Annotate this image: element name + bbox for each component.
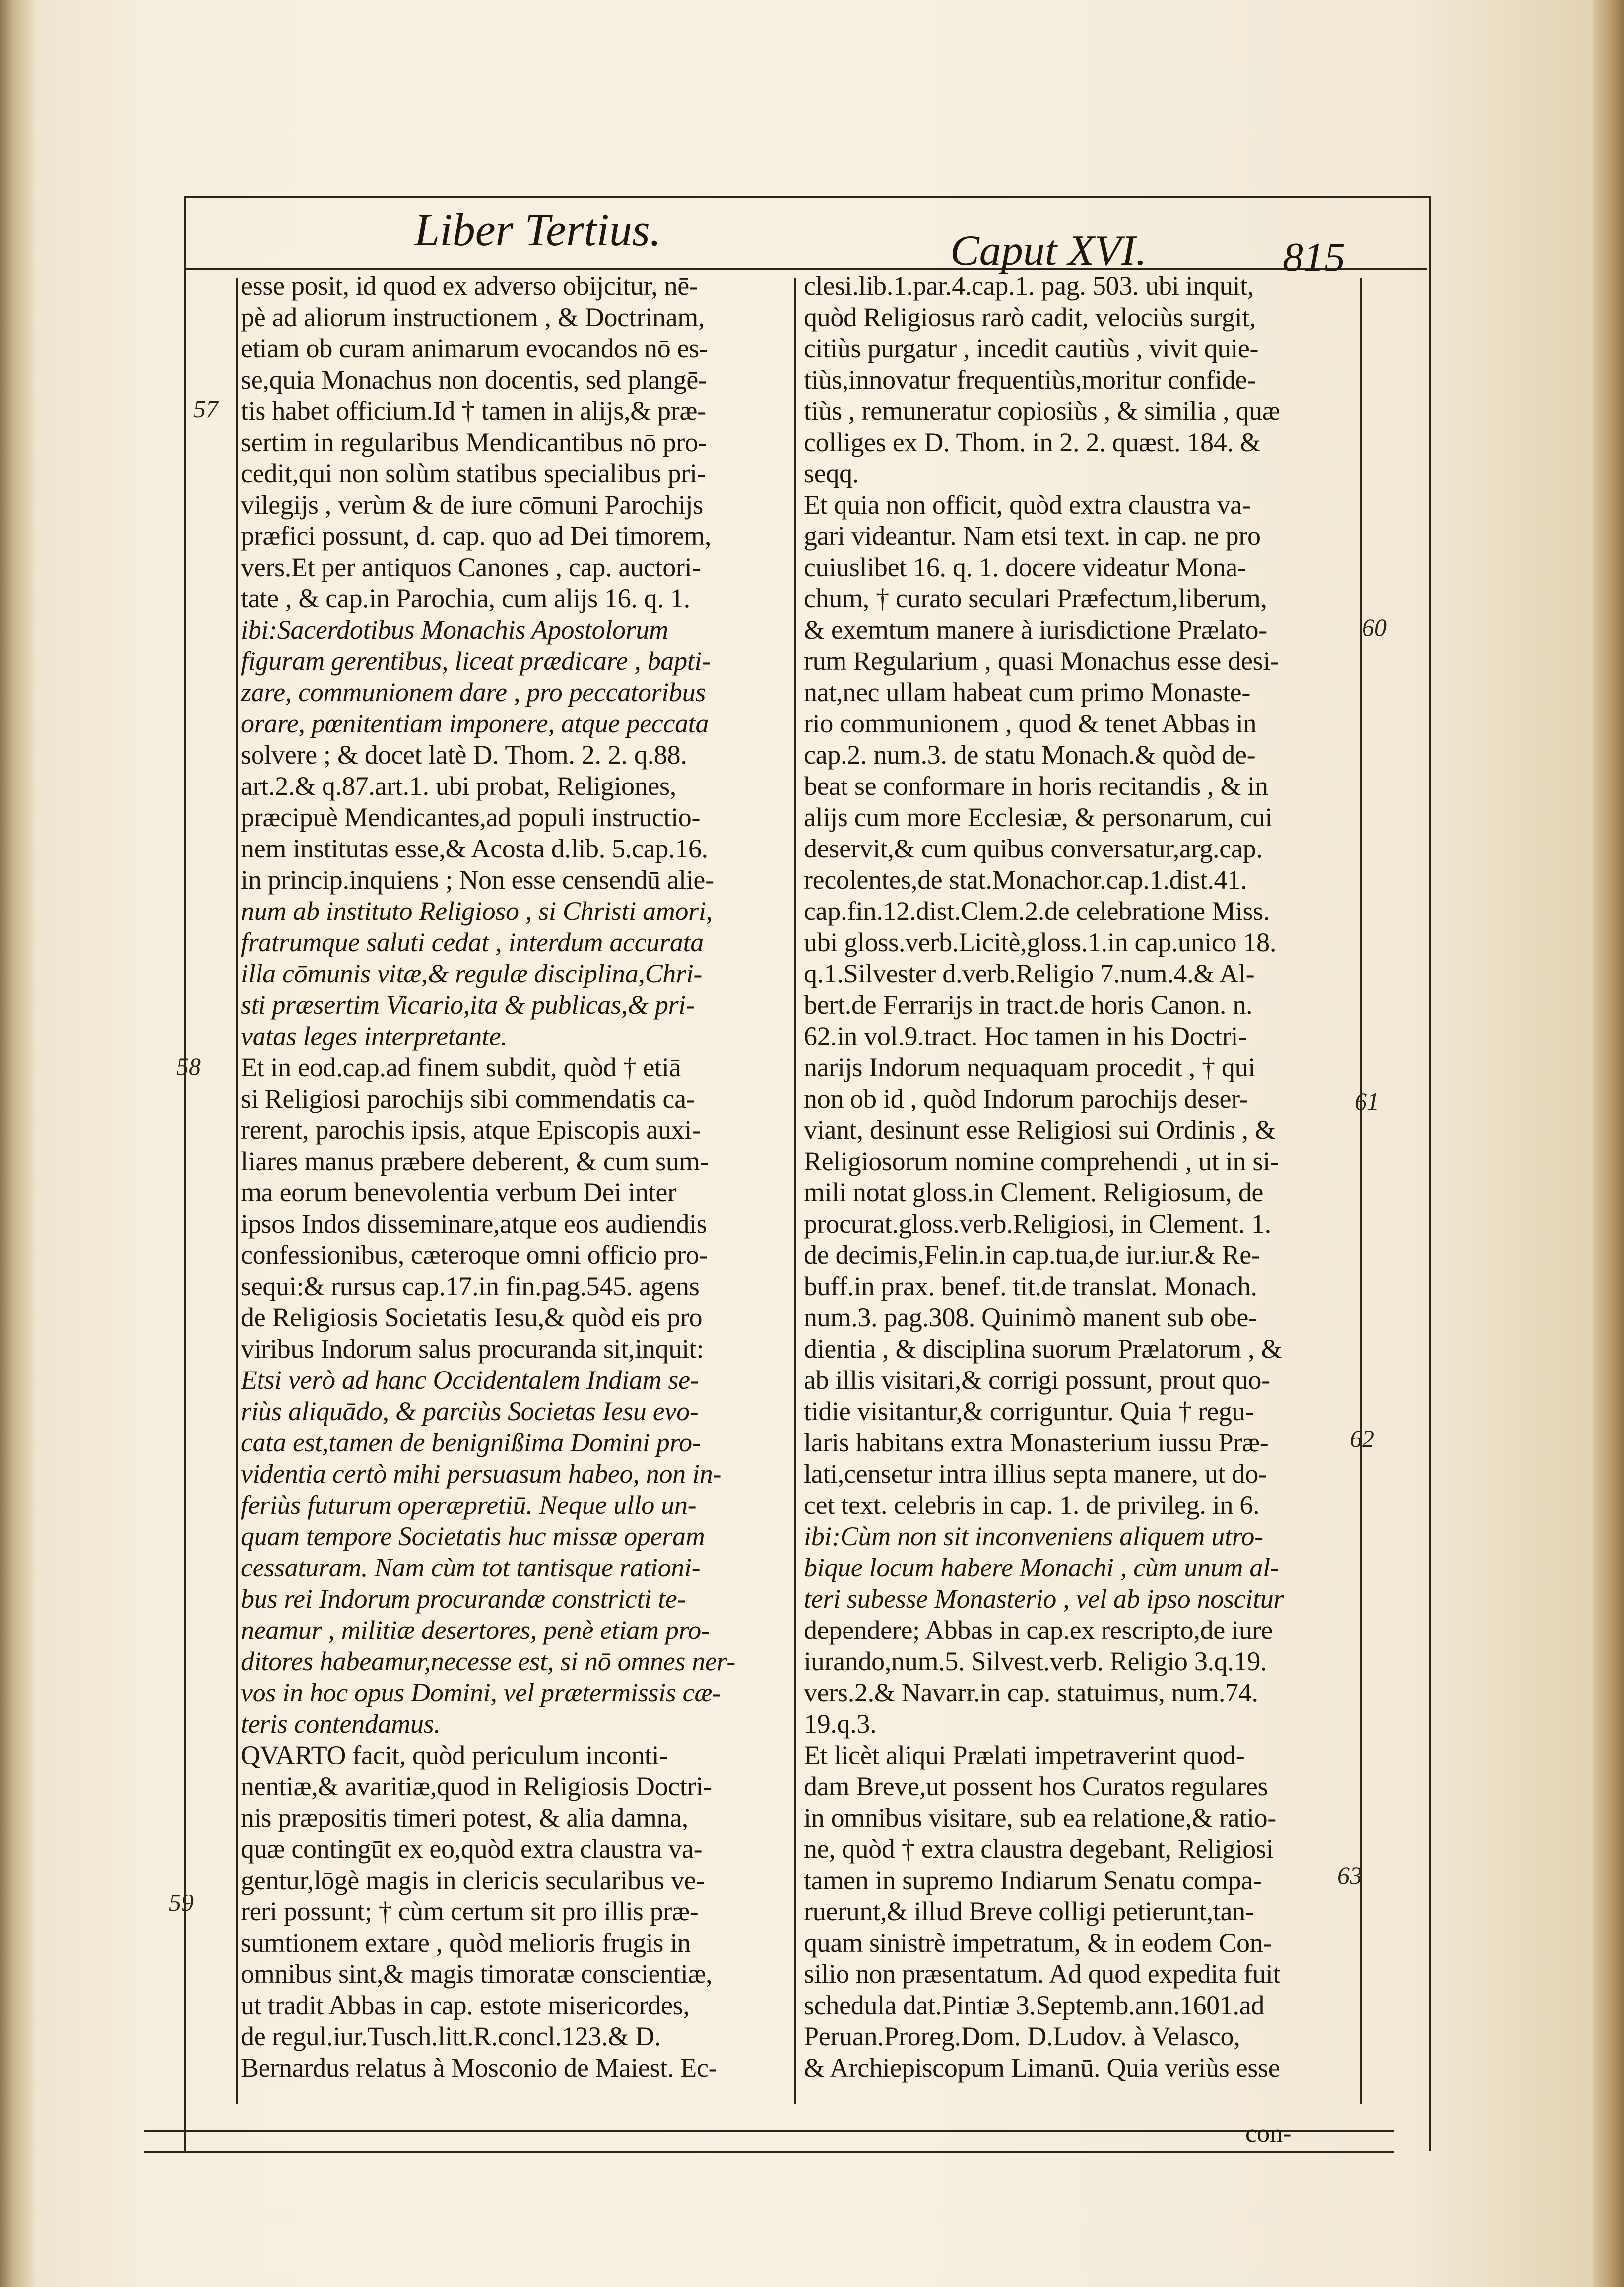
text-line: bert.de Ferrarijs in tract.de horis Canon. n. <box>804 990 1253 1020</box>
text-line: tamen in supremo Indiarum Senatu compa- <box>804 1865 1262 1895</box>
text-line: art.2.& q.87.art.1. ubi probat, Religiones, <box>241 771 676 801</box>
text-line: laris habitans extra Monasterium iussu Præ- <box>804 1428 1269 1457</box>
book-spine <box>0 0 35 2287</box>
text-line: præfici possunt, d. cap. quo ad Dei timorem, <box>241 521 712 551</box>
center-column-rule <box>794 278 796 2104</box>
header-rule <box>184 268 1427 270</box>
text-line: dependere; Abbas in cap.ex rescripto,de iure <box>804 1615 1273 1645</box>
text-line: cata est,tamen de benignißima Domini pro- <box>241 1428 701 1457</box>
text-line: gari videantur. Nam etsi text. in cap. ne pro <box>804 521 1261 551</box>
margin-number-59: 59 <box>169 1889 194 1916</box>
text-line: alijs cum more Ecclesiæ, & personarum, cui <box>804 802 1273 832</box>
text-line: ibi:Cùm non sit inconveniens aliquem utro- <box>804 1521 1263 1551</box>
margin-number-63: 63 <box>1337 1861 1362 1889</box>
right-column <box>804 270 1355 2084</box>
text-line: de Religiosis Societatis Iesu,& quòd eis pro <box>241 1303 703 1332</box>
text-line: ibi:Sacerdotibus Monachis Apostolorum <box>241 615 668 645</box>
text-line: vos in hoc opus Domini, vel prætermissis cæ- <box>241 1678 721 1707</box>
text-line: feriùs futurum operæpretiū. Neque ullo un- <box>241 1490 697 1520</box>
text-line: q.1.Silvester d.verb.Religio 7.num.4.& Al- <box>804 959 1255 988</box>
text-line: iurando,num.5. Silvest.verb. Religio 3.q.19. <box>804 1646 1267 1676</box>
text-line: zare, communionem dare , pro peccatoribus <box>241 677 706 707</box>
text-line: nis præpositis timeri potest, & alia damna, <box>241 1803 688 1832</box>
left-column <box>241 270 786 2084</box>
text-line: ut tradit Abbas in cap. estote misericordes, <box>241 1990 690 2020</box>
text-line: ma eorum benevolentia verbum Dei inter <box>241 1177 676 1207</box>
text-line: cap.2. num.3. de statu Monach.& quòd de- <box>804 740 1256 770</box>
text-line: narijs Indorum nequaquam procedit , † qui <box>804 1052 1255 1082</box>
page-number: 815 <box>1283 234 1345 280</box>
text-line: tiùs,innovatur frequentiùs,moritur confide- <box>804 365 1256 394</box>
text-line: tate , & cap.in Parochia, cum alijs 16. q. 1. <box>241 584 690 613</box>
text-line: sertim in regularibus Mendicantibus nō pro- <box>241 427 707 457</box>
text-line: 62.in vol.9.tract. Hoc tamen in his Doctri- <box>804 1021 1247 1051</box>
left-column-rule <box>236 278 238 2104</box>
text-line: quæ contingūt ex eo,quòd extra claustra va- <box>241 1834 703 1864</box>
text-line: Peruan.Proreg.Dom. D.Ludov. à Velasco, <box>804 2022 1240 2051</box>
margin-number-60: 60 <box>1362 613 1387 641</box>
text-line: teris contendamus. <box>241 1709 441 1739</box>
text-line: cap.fin.12.dist.Clem.2.de celebratione Miss. <box>804 896 1270 926</box>
text-line: bique locum habere Monachi , cùm unum al- <box>804 1553 1279 1582</box>
text-line: chum, † curato seculari Præfectum,liberum, <box>804 584 1267 613</box>
text-line: rio communionem , quod & tenet Abbas in <box>804 709 1257 738</box>
text-line: tidie visitantur,& corriguntur. Quia † regu- <box>804 1396 1254 1426</box>
margin-number-62: 62 <box>1350 1425 1374 1452</box>
text-line: bus rei Indorum procurandæ constricti te- <box>241 1584 686 1614</box>
text-line: mili notat gloss.in Clement. Religiosum, de <box>804 1177 1264 1207</box>
text-line: ab illis visitari,& corrigi possunt, prout quo- <box>804 1365 1270 1395</box>
margin-number-58: 58 <box>176 1052 201 1080</box>
text-line: cedit,qui non solùm statibus specialibus pri- <box>241 458 706 488</box>
text-line: teri subesse Monasterio , vel ab ipso noscitur <box>804 1584 1284 1614</box>
text-line: vers.Et per antiquos Canones , cap. auctori- <box>241 552 701 582</box>
text-line: non ob id , quòd Indorum parochijs deser- <box>804 1084 1248 1113</box>
text-line: & exemtum manere à iurisdictione Prælato- <box>804 615 1267 645</box>
running-head-right: Caput XVI. <box>950 227 1147 275</box>
text-line: nentiæ,& avaritiæ,quod in Religiosis Doctri- <box>241 1771 712 1801</box>
text-line: silio non præsentatum. Ad quod expedita fuit <box>804 1959 1281 1989</box>
text-line: schedula dat.Pintiæ 3.Septemb.ann.1601.ad <box>804 1990 1265 2020</box>
text-line: in omnibus visitare, sub ea relatione,& ratio- <box>804 1803 1276 1832</box>
text-line: vers.2.& Navarr.in cap. statuimus, num.74. <box>804 1678 1258 1707</box>
text-line: sumtionem extare , quòd melioris frugis in <box>241 1928 691 1958</box>
text-line: præcipuè Mendicantes,ad populi instructio- <box>241 802 701 832</box>
text-line: sti præsertim Vicario,ita & publicas,& pri- <box>241 990 695 1020</box>
text-line: QVARTO facit, quòd periculum inconti- <box>241 1740 668 1770</box>
text-line: Et in eod.cap.ad finem subdit, quòd † etiā <box>241 1052 681 1082</box>
text-line: in princip.inquiens ; Non esse censendū alie- <box>241 865 714 895</box>
text-line: gentur,lōgè magis in clericis secularibus ve- <box>241 1865 705 1895</box>
text-line: riùs aliquādo, & parciùs Societas Iesu evo- <box>241 1396 699 1426</box>
text-line: num ab instituto Religioso , si Christi amori, <box>241 896 713 926</box>
text-line: nem institutas esse,& Acosta d.lib. 5.cap.16. <box>241 834 708 863</box>
catchword: con- <box>1245 2119 1292 2148</box>
text-line: dam Breve,ut possent hos Curatos regulares <box>804 1771 1268 1801</box>
text-line: neamur , militiæ desertores, penè etiam pro- <box>241 1615 710 1645</box>
text-line: clesi.lib.1.par.4.cap.1. pag. 503. ubi inquit, <box>804 271 1254 301</box>
bottom-rule <box>144 2130 1394 2132</box>
text-line: pè ad aliorum instructionem , & Doctrinam, <box>241 302 705 332</box>
text-line: liares manus præbere deberent, & cum sum- <box>241 1146 709 1176</box>
text-line: sequi:& rursus cap.17.in fin.pag.545. agens <box>241 1271 700 1301</box>
text-line: tis habet officium.Id † tamen in alijs,& præ- <box>241 396 706 426</box>
text-line: omnibus sint,& magis timoratæ conscientiæ, <box>241 1959 713 1989</box>
text-line: quòd Religiosus rarò cadit, velociùs surgit, <box>804 302 1256 332</box>
text-line: colliges ex D. Thom. in 2. 2. quæst. 184. & <box>804 427 1261 457</box>
margin-number-61: 61 <box>1355 1087 1379 1115</box>
text-line: viant, desinunt esse Religiosi sui Ordinis , & <box>804 1115 1276 1145</box>
text-line: cessaturam. Nam cùm tot tantisque rationi- <box>241 1553 701 1582</box>
text-line: ruerunt,& illud Breve colligi petierunt,tan- <box>804 1896 1254 1926</box>
text-line: Et licèt aliqui Prælati impetraverint quod- <box>804 1740 1245 1770</box>
text-line: dientia , & disciplina suorum Prælatorum , & <box>804 1334 1282 1364</box>
text-line: Etsi verò ad hanc Occidentalem Indiam se- <box>241 1365 699 1395</box>
right-column-rule <box>1360 278 1362 2104</box>
text-line: ipsos Indos disseminare,atque eos audiendis <box>241 1209 707 1239</box>
text-line: rerent, parochis ipsis, atque Episcopis auxi- <box>241 1115 701 1145</box>
text-line: de regul.iur.Tusch.litt.R.concl.123.& D. <box>241 2022 661 2051</box>
text-line: illa cōmunis vitæ,& regulæ disciplina,Chri- <box>241 959 703 988</box>
text-line: confessionibus, cæteroque omni officio pro- <box>241 1240 708 1270</box>
text-line: figuram gerentibus, liceat prædicare , bapti- <box>241 646 711 676</box>
bottom-rule-outer <box>144 2151 1394 2153</box>
text-line: ubi gloss.verb.Licitè,gloss.1.in cap.unico 18. <box>804 927 1277 957</box>
text-line: & Archiepiscopum Limanū. Quia veriùs esse <box>804 2053 1280 2083</box>
text-line: tiùs , remuneratur copiosiùs , & similia , quæ <box>804 396 1280 426</box>
text-line: Et quia non officit, quòd extra claustra va- <box>804 490 1251 520</box>
text-line: ditores habeamur,necesse est, si nō omnes ner- <box>241 1646 735 1676</box>
text-line: beat se conformare in horis recitandis , & in <box>804 771 1268 801</box>
text-line: de decimis,Felin.in cap.tua,de iur.iur.& Re- <box>804 1240 1260 1270</box>
text-line: cuiuslibet 16. q. 1. docere videatur Mona- <box>804 552 1246 582</box>
text-line: buff.in prax. benef. tit.de translat. Monach. <box>804 1271 1257 1301</box>
text-line: deservit,& cum quibus conversatur,arg.cap. <box>804 834 1263 863</box>
text-line: ne, quòd † extra claustra degebant, Religiosi <box>804 1834 1274 1864</box>
text-line: num.3. pag.308. Quinimò manent sub obe- <box>804 1303 1257 1332</box>
text-line: viribus Indorum salus procuranda sit,inquit: <box>241 1334 704 1364</box>
running-head-left: Liber Tertius. <box>414 204 661 255</box>
text-line: citiùs purgatur , incedit cautiùs , vivit quie- <box>804 333 1259 363</box>
text-line: etiam ob curam animarum evocandos nō es- <box>241 333 708 363</box>
text-line: se,quia Monachus non docentis, sed plangē- <box>241 365 707 394</box>
text-line: recolentes,de stat.Monachor.cap.1.dist.41. <box>804 865 1247 895</box>
text-line: fratrumque saluti cedat , interdum accurata <box>241 927 704 957</box>
text-line: seqq. <box>804 458 859 488</box>
text-line: quam tempore Societatis huc missæ operam <box>241 1521 705 1551</box>
text-line: vilegijs , verùm & de iure cōmuni Parochijs <box>241 490 703 520</box>
text-line: orare, pœnitentiam imponere, atque peccata <box>241 709 709 738</box>
text-line: videntia certò mihi persuasum habeo, non in- <box>241 1459 722 1489</box>
text-line: vatas leges interpretante. <box>241 1021 508 1051</box>
text-line: Religiosorum nomine comprehendi , ut in si- <box>804 1146 1279 1176</box>
text-line: lati,censetur intra illius septa manere, ut do- <box>804 1459 1267 1489</box>
text-line: solvere ; & docet latè D. Thom. 2. 2. q.88. <box>241 740 687 770</box>
text-line: 19.q.3. <box>804 1709 877 1739</box>
margin-number-57: 57 <box>194 395 218 423</box>
text-line: cet text. celebris in cap. 1. de privileg. in 6. <box>804 1490 1260 1520</box>
page-edge <box>1593 0 1624 2287</box>
text-line: Bernardus relatus à Mosconio de Maiest. Ec- <box>241 2053 717 2083</box>
text-line: nat,nec ullam habeat cum primo Monaste- <box>804 677 1250 707</box>
text-line: esse posit, id quod ex adverso obijcitur, nē- <box>241 271 698 301</box>
text-line: reri possunt; † cùm certum sit pro illis præ- <box>241 1896 699 1926</box>
text-line: si Religiosi parochijs sibi commendatis ca- <box>241 1084 695 1113</box>
text-line: procurat.gloss.verb.Religiosi, in Clement. 1. <box>804 1209 1271 1239</box>
text-line: rum Regularium , quasi Monachus esse desi- <box>804 646 1279 676</box>
text-line: quam sinistrè impetratum, & in eodem Con- <box>804 1928 1272 1958</box>
